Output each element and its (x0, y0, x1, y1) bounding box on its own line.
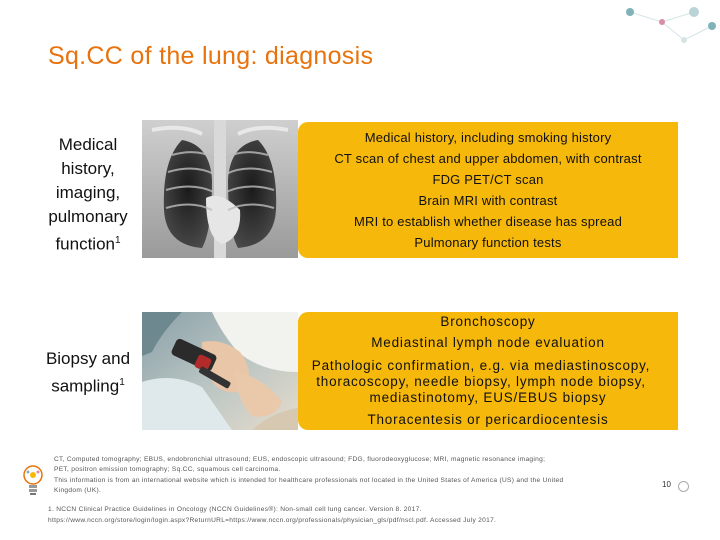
footnote-line: This information is from an international website which is intended for healthcare professionals not located in the United States of America (US) and the United (54, 476, 564, 484)
page-number: 10 (662, 480, 671, 489)
page-circle-icon (678, 481, 689, 492)
section2-item: Pathologic confirmation, e.g. via mediastinoscopy, (311, 358, 651, 373)
reference-footnote (48, 505, 648, 526)
chest-xray-image (142, 120, 298, 258)
lightbulb-icon (20, 463, 46, 497)
section1-label-line: history, (61, 159, 115, 178)
section2-item: Bronchoscopy (440, 314, 536, 329)
section1-label-line: pulmonary (48, 207, 128, 226)
section1-label (20, 133, 156, 257)
section2-item: thoracoscopy, needle biopsy, lymph node biopsy, (316, 374, 646, 389)
footnote-line: Kingdom (UK). (54, 486, 102, 494)
section2-label (20, 347, 156, 399)
section2-item: Thoracentesis or pericardiocentesis (367, 412, 609, 427)
footnote-line: PET, positron emission tomography; Sq.CC, squamous cell carcinoma. (54, 466, 281, 474)
biopsy-procedure-image (142, 312, 298, 430)
footnote-line: CT, Computed tomography; EBUS, endobronchial ultrasound; EUS, endoscopic ultrasound; FDG, fluorodeoxyglucose; MRI, magnetic resonance imaging; (54, 456, 546, 463)
section1-label-line: Medical (58, 135, 118, 154)
section1-label-line-last: function$^1$ (55, 234, 121, 254)
section2-item: mediastinotomy, EUS/EBUS biopsy (369, 390, 607, 405)
section1-item: MRI to establish whether disease has spread (353, 214, 623, 229)
section2-panel (298, 312, 678, 430)
section1-item: Brain MRI with contrast (418, 193, 558, 208)
footnote-marker: 1 (114, 235, 121, 246)
decorative-network-graphic (600, 0, 720, 80)
reference-line: 1. NCCN Clinical Practice Guidelines in Oncology (NCCN Guidelines®): Non-small cell lung cancer. Version 8. 2017. (48, 506, 422, 513)
section1-item: Pulmonary function tests (414, 235, 562, 250)
section1-item: Medical history, including smoking history (364, 130, 612, 145)
abbreviations-footnote (54, 455, 624, 496)
section1-item: CT scan of chest and upper abdomen, with contrast (334, 151, 642, 166)
section1-label-line: imaging, (55, 183, 121, 202)
section1-panel (298, 122, 678, 258)
section1-item: FDG PET/CT scan (432, 172, 544, 187)
slide-title: Sq.CC of the lung: diagnosis (48, 42, 374, 70)
footnote-marker: 1 (119, 377, 125, 388)
reference-line: https://www.nccn.org/store/login/login.aspx?ReturnURL=https://www.nccn.org/professionals/physician_gls/pdf/nscl.pdf. Accessed July 2017. (48, 516, 497, 524)
section2-label-line-last: sampling$^1$ (51, 376, 125, 396)
section2-label-line: Biopsy and (45, 349, 131, 368)
section2-item: Mediastinal lymph node evaluation (371, 335, 605, 350)
